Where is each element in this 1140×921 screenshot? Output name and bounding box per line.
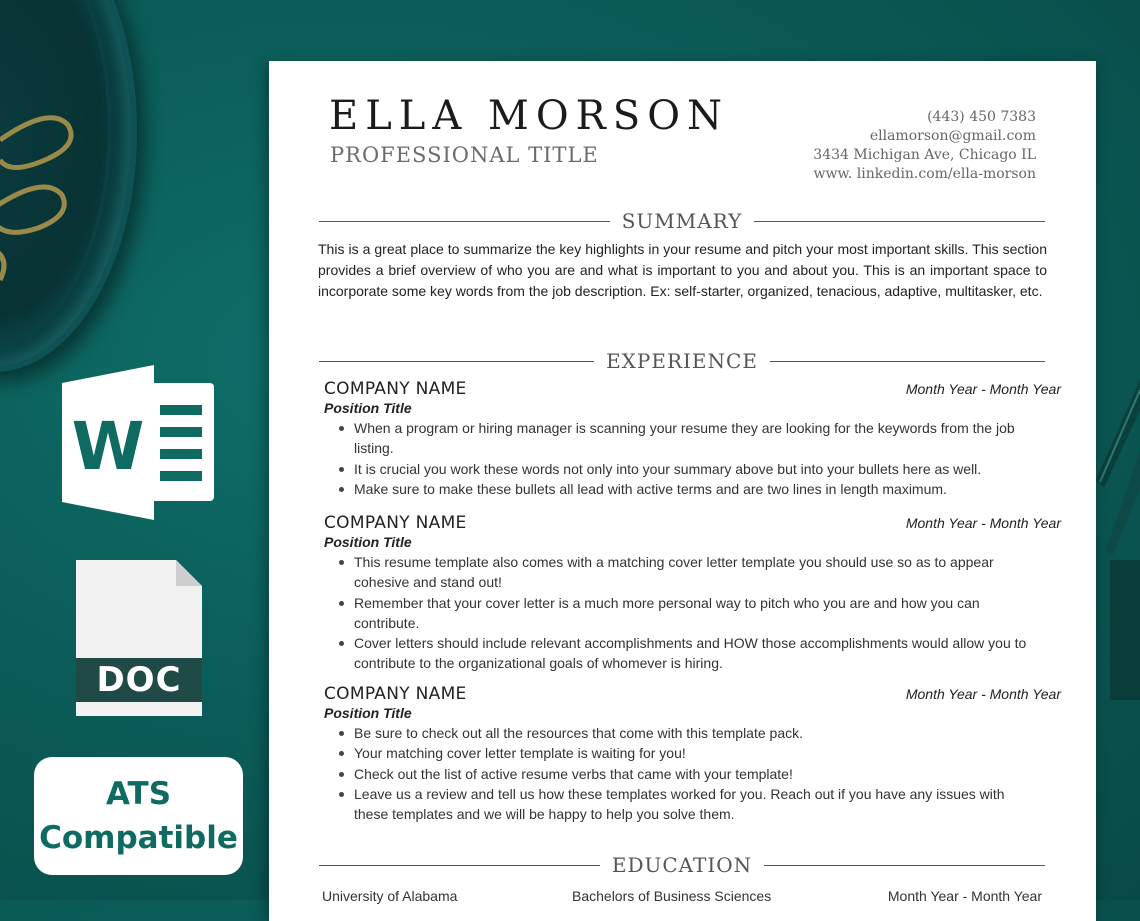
bullet-item: Be sure to check out all the resources that come with this template pack. xyxy=(354,723,1061,743)
ats-label: ATS xyxy=(105,776,172,812)
job-dates: Month Year - Month Year xyxy=(905,515,1061,531)
job-dates: Month Year - Month Year xyxy=(905,381,1061,397)
bullet-item: Make sure to make these bullets all lead with active terms and are two lines in length maximum. xyxy=(354,479,1061,499)
education-heading-text: EDUCATION xyxy=(611,853,753,877)
experience-heading-text: EXPERIENCE xyxy=(606,349,758,373)
contact-linkedin: www. linkedin.com/ella-morson xyxy=(813,166,1036,182)
svg-text:W: W xyxy=(71,408,145,485)
position-title: Position Title xyxy=(324,400,412,416)
contact-block xyxy=(813,108,1036,184)
divider xyxy=(764,865,1045,866)
binder-clip-icon xyxy=(0,100,100,290)
degree-name: Bachelors of Business Sciences xyxy=(572,888,772,904)
contact-phone: (443) 450 7383 xyxy=(927,109,1036,125)
divider xyxy=(319,361,594,362)
summary-heading-text: SUMMARY xyxy=(621,209,743,233)
divider xyxy=(319,865,600,866)
company-name: COMPANY NAME xyxy=(324,379,467,399)
bullet-item: When a program or hiring manager is scanning your resume they are looking for the keywords from the job listing. xyxy=(354,418,1061,459)
school-name: University of Alabama xyxy=(322,888,458,904)
bullet-item: Your matching cover letter template is waiting for you! xyxy=(354,743,1061,763)
job-bullets xyxy=(324,418,1061,499)
resume-name: ELLA MORSON xyxy=(329,93,729,139)
bullet-item: This resume template also comes with a matching cover letter template you should use so as to appear cohesive and stand out! xyxy=(354,552,1061,593)
bullet-item: Leave us a review and tell us how these templates worked for you. Reach out if you have any issues with these templates and we will be happy to help you solve them. xyxy=(354,784,1061,825)
compatible-label: Compatible xyxy=(39,820,238,856)
experience-heading xyxy=(319,348,1045,374)
divider xyxy=(770,361,1045,362)
bullet-item: Remember that your cover letter is a much more personal way to pitch who you are and how you can contribute. xyxy=(354,593,1061,634)
bullet-item: It is crucial you work these words not only into your summary above but into your bullets here as well. xyxy=(354,459,1061,479)
divider xyxy=(754,221,1045,222)
word-icon xyxy=(62,365,217,520)
resume-page xyxy=(269,61,1096,921)
position-title: Position Title xyxy=(324,534,412,550)
contact-address: 3434 Michigan Ave, Chicago IL xyxy=(813,147,1036,163)
bullet-item: Check out the list of active resume verbs that came with your template! xyxy=(354,764,1061,784)
job-entry xyxy=(324,513,1061,674)
education-heading xyxy=(319,852,1045,878)
summary-text: This is a great place to summarize the key highlights in your resume and pitch your most important skills. This section provides a brief overview of who you are and what is important to you and about you. This is an important space to incorporate some key words from the job description. Ex: self-starter, organized, tenacious, adaptive, multitasker, etc. xyxy=(318,241,1047,299)
job-bullets xyxy=(324,723,1061,824)
position-title: Position Title xyxy=(324,705,412,721)
company-name: COMPANY NAME xyxy=(324,513,467,533)
contact-email: ellamorson@gmail.com xyxy=(869,128,1036,144)
summary-heading xyxy=(319,208,1045,234)
job-bullets xyxy=(324,552,1061,674)
ats-compatible-badge xyxy=(34,757,243,875)
company-name: COMPANY NAME xyxy=(324,684,467,704)
education-dates: Month Year - Month Year xyxy=(887,888,1042,904)
bullet-item: Cover letters should include relevant accomplishments and HOW those accomplishments would allow you to contribute to the organizational goals of whomever is hiring. xyxy=(354,633,1061,674)
job-entry xyxy=(324,379,1061,499)
job-dates: Month Year - Month Year xyxy=(905,686,1061,702)
decorative-object xyxy=(1096,370,1140,700)
divider xyxy=(319,221,610,222)
doc-label: DOC xyxy=(76,658,202,702)
professional-title: PROFESSIONAL TITLE xyxy=(330,143,599,167)
job-entry xyxy=(324,684,1061,824)
